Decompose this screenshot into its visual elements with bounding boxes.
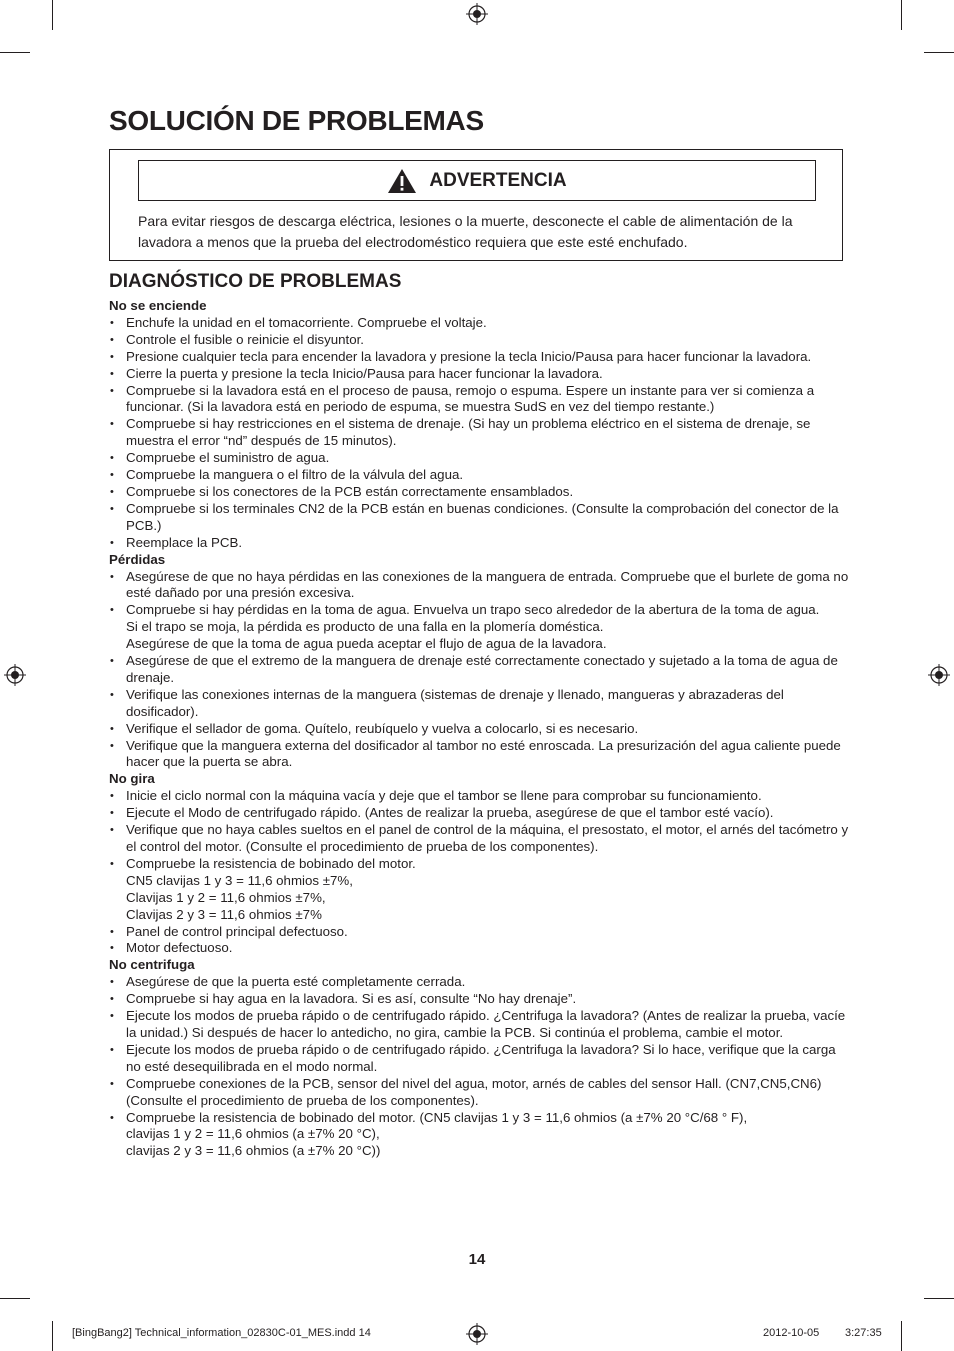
footer-date: 2012-10-05 bbox=[763, 1327, 820, 1339]
group-heading-no-gira: No gira bbox=[109, 771, 155, 787]
list-item: • Ejecute el Modo de centrifugado rápido. (Antes de realizar la prueba, asegúrese de que el tambor esté vacío). bbox=[109, 805, 849, 822]
list-item: • Compruebe la resistencia de bobinado del motor. (CN5 clavijas 1 y 3 = 11,6 ohmios (a ±7% 20 °C/68 ° F), clavijas 1 y 2 = 11,6 ohmios (a ±7% 20 °C), clavijas 2 y 3 = 11,6 ohmios (a ±7% 20 °C)) bbox=[109, 1110, 849, 1161]
list-perdidas bbox=[109, 569, 849, 772]
list-item: • Panel de control principal defectuoso. bbox=[109, 924, 849, 941]
list-item: • Compruebe si hay restricciones en el sistema de drenaje. (Si hay un problema eléctrico en el sistema de drenaje, se muestra el error “nd” después de 15 minutos). bbox=[109, 416, 849, 450]
group-heading-no-se-enciende: No se enciende bbox=[109, 298, 207, 313]
list-item: • Compruebe el suministro de agua. bbox=[109, 450, 849, 467]
list-item: • Verifique el sellador de goma. Quítelo, reubíquelo y vuelva a colocarlo, si es necesario. bbox=[109, 721, 849, 738]
list-item: • Compruebe si hay agua en la lavadora. Si es así, consulte “No hay drenaje”. bbox=[109, 991, 849, 1008]
warning-text: Para evitar riesgos de descarga eléctrica, lesiones o la muerte, desconecte el cable de alimentación de la lavadora a menos que la prueba del electrodoméstico requiera que este esté enchufado. bbox=[138, 213, 793, 250]
list-item: • Enchufe la unidad en el tomacorriente. Compruebe el voltaje. bbox=[109, 315, 849, 332]
crop-mark bbox=[924, 1298, 954, 1299]
crop-mark bbox=[52, 1321, 53, 1351]
footer-time: 3:27:35 bbox=[845, 1327, 882, 1339]
page-number: 14 bbox=[468, 1251, 486, 1268]
list-item: • Cierre la puerta y presione la tecla Inicio/Pausa para hacer funcionar la lavadora. bbox=[109, 366, 849, 383]
list-no-se-enciende bbox=[109, 315, 849, 552]
crop-mark bbox=[924, 52, 954, 53]
list-item: • Inicie el ciclo normal con la máquina vacía y deje que el tambor se llene para comprobar su funcionamiento. bbox=[109, 788, 849, 805]
crop-mark bbox=[0, 52, 30, 53]
registration-mark-icon bbox=[466, 3, 488, 25]
list-item: • Reemplace la PCB. bbox=[109, 535, 849, 552]
list-item: • Asegúrese de que no haya pérdidas en las conexiones de la manguera de entrada. Compruebe que el burlete de goma no esté dañado por una presión excesiva. bbox=[109, 569, 849, 603]
group-heading-perdidas: Pérdidas bbox=[109, 551, 166, 567]
crop-mark bbox=[52, 0, 53, 30]
footer-file: [BingBang2] Technical_information_02830C-01_MES.indd 14 bbox=[72, 1327, 371, 1339]
list-item: • Compruebe la manguera o el filtro de la válvula del agua. bbox=[109, 467, 849, 484]
list-item: • Asegúrese de que la puerta esté completamente cerrada. bbox=[109, 974, 849, 991]
list-item: • Verifique que la manguera externa del dosificador al tambor no esté enroscada. La presurización del agua caliente puede hacer que la puerta se abra. bbox=[109, 738, 849, 772]
list-item: • Compruebe si los conectores de la PCB están correctamente ensamblados. bbox=[109, 484, 849, 501]
list-no-gira bbox=[109, 788, 849, 957]
list-item: • Controle el fusible o reinicie el disyuntor. bbox=[109, 332, 849, 349]
list-item: • Presione cualquier tecla para encender la lavadora y presione la tecla Inicio/Pausa para hacer funcionar la lavadora. bbox=[109, 349, 849, 366]
list-item: • Compruebe si los terminales CN2 de la PCB están en buenas condiciones. (Consulte la comprobación del conector de la PCB.) bbox=[109, 501, 849, 535]
list-item: • Verifique que no haya cables sueltos en el panel de control de la máquina, el presostato, el motor, el arnés del tacómetro y el control del motor. (Consulte el procedimiento de prueba de los componentes). bbox=[109, 822, 849, 856]
registration-mark-icon bbox=[4, 664, 26, 686]
list-item: • Compruebe si hay pérdidas en la toma de agua. Envuelva un trapo seco alrededor de la abertura de la toma de agua. Si el trapo se moja, la pérdida es producto de una falla en la plomería doméstica. Asegúrese de que la toma de agua pueda aceptar el flujo de agua de la lavadora. bbox=[109, 602, 849, 653]
warning-header bbox=[138, 160, 816, 201]
warning-box bbox=[109, 149, 843, 261]
warning-triangle-icon bbox=[387, 168, 417, 194]
list-item: • Motor defectuoso. bbox=[109, 940, 849, 957]
registration-mark-icon bbox=[466, 1323, 488, 1345]
list-item: • Compruebe conexiones de la PCB, sensor del nivel del agua, motor, arnés de cables del sensor Hall. (CN7,CN5,CN6) (Consulte el procedimiento de prueba de los componentes). bbox=[109, 1076, 849, 1110]
list-item: • Ejecute los modos de prueba rápido o de centrifugado rápido. ¿Centrifuga la lavadora? (Antes de realizar la prueba, vacíe la unidad.) Si después de hacer lo antedicho, no gira, cambie la PCB. Si continúa el problema, cambie el motor. bbox=[109, 1008, 849, 1042]
page-title: SOLUCIÓN DE PROBLEMAS bbox=[109, 105, 484, 136]
list-item: • Compruebe la resistencia de bobinado del motor. CN5 clavijas 1 y 3 = 11,6 ohmios ±7%, Clavijas 1 y 2 = 11,6 ohmios ±7%, Clavijas 2 y 3 = 11,6 ohmios ±7% bbox=[109, 856, 849, 924]
section-title: DIAGNÓSTICO DE PROBLEMAS bbox=[109, 271, 402, 292]
list-item: • Verifique las conexiones internas de la manguera (sistemas de drenaje y llenado, mangueras y abrazaderas del dosificador). bbox=[109, 687, 849, 721]
registration-mark-icon bbox=[928, 664, 950, 686]
warning-label: ADVERTENCIA bbox=[429, 169, 567, 191]
crop-mark bbox=[901, 1321, 902, 1351]
list-item: • Asegúrese de que el extremo de la manguera de drenaje esté correctamente conectado y sujetado a la toma de agua de drenaje. bbox=[109, 653, 849, 687]
list-item: • Compruebe si la lavadora está en el proceso de pausa, remojo o espuma. Espere un instante para ver si comienza a funcionar. (Si la lavadora está en periodo de espuma, se muestra SudS en vez del tiempo restante.) bbox=[109, 383, 849, 417]
crop-mark bbox=[0, 1298, 30, 1299]
group-heading-no-centrifuga: No centrifuga bbox=[109, 957, 195, 973]
list-no-centrifuga bbox=[109, 974, 849, 1160]
crop-mark bbox=[901, 0, 902, 30]
list-item: • Ejecute los modos de prueba rápido o de centrifugado rápido. ¿Centrifuga la lavadora? Si lo hace, verifique que la carga no esté desequilibrada en el modo normal. bbox=[109, 1042, 849, 1076]
diagnostic-content bbox=[109, 298, 849, 1160]
